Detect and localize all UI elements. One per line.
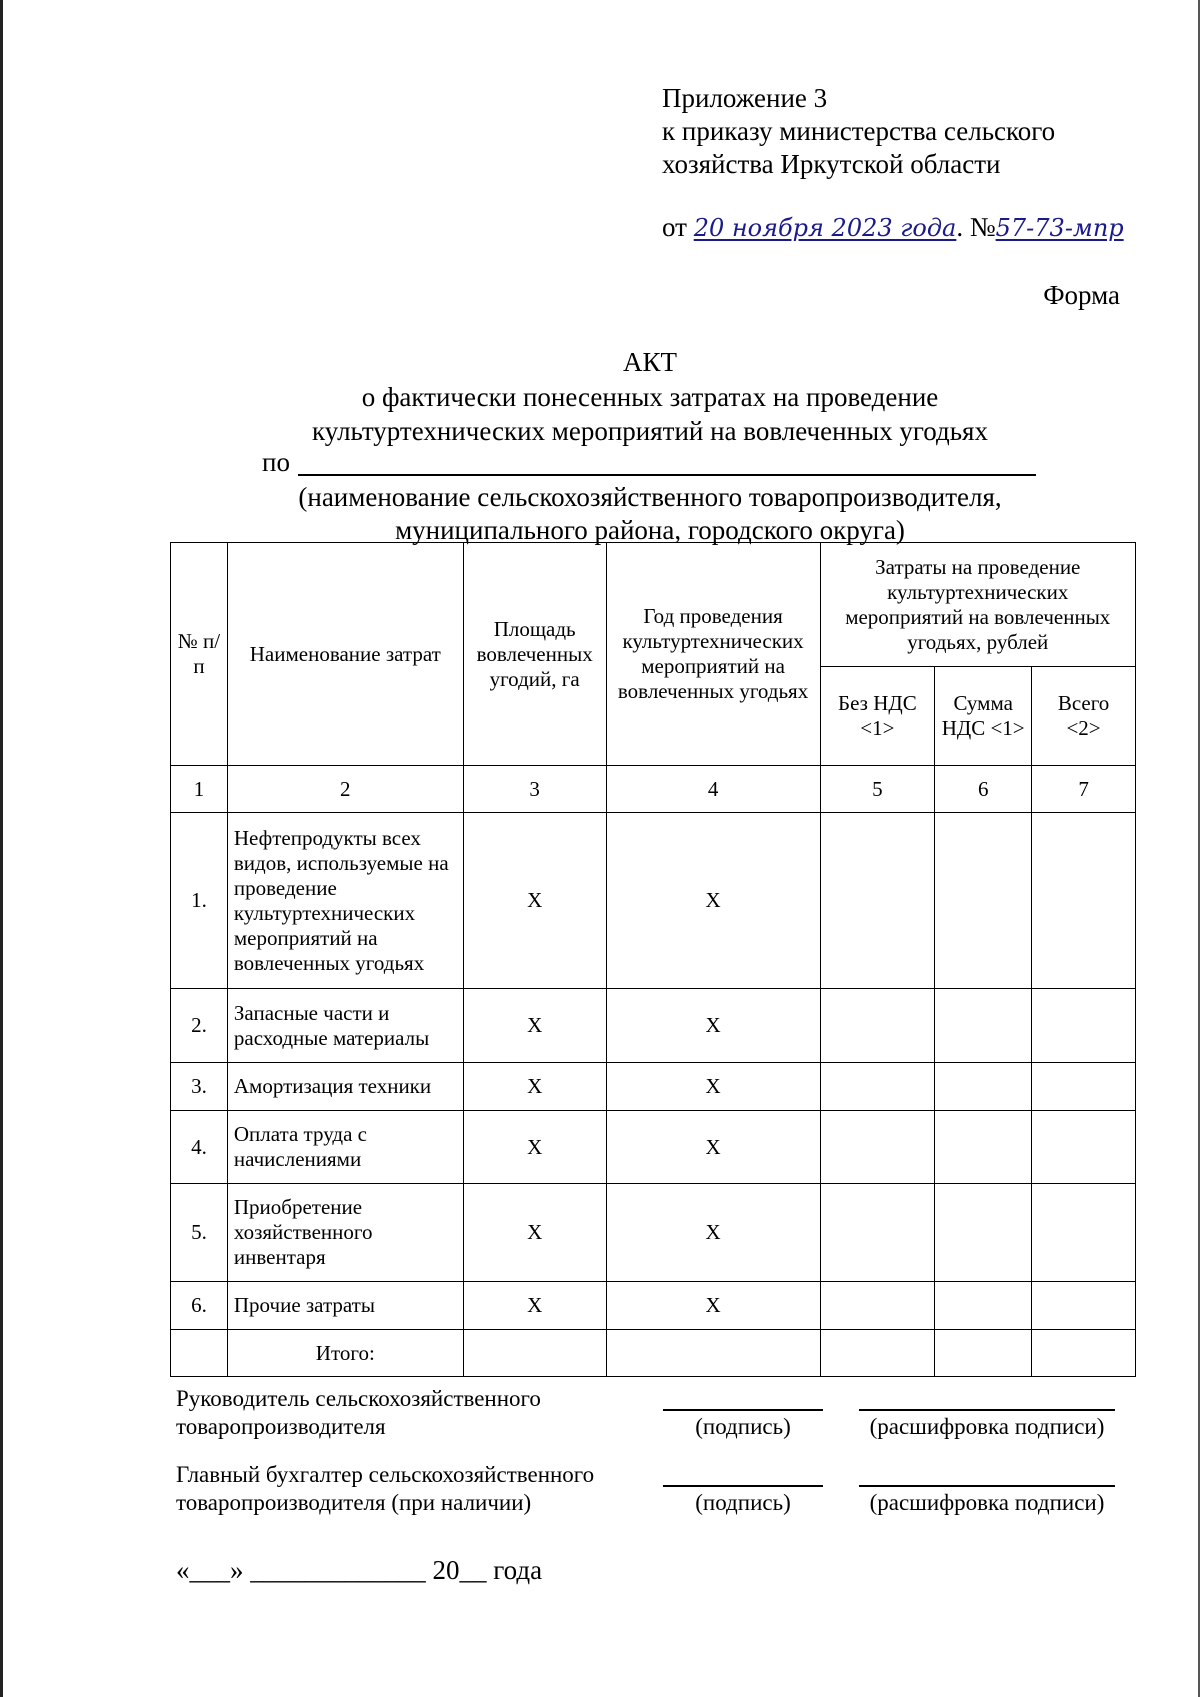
row-no-vat-cell[interactable] bbox=[820, 1111, 935, 1184]
row-year: X bbox=[606, 989, 820, 1063]
table-row bbox=[171, 1063, 1136, 1111]
signature-decode-blank[interactable] bbox=[859, 1409, 1115, 1411]
total-label: Итого: bbox=[227, 1330, 463, 1377]
producer-name-blank[interactable] bbox=[298, 474, 1036, 476]
table-row bbox=[171, 813, 1136, 989]
row-no-vat-cell[interactable] bbox=[820, 1063, 935, 1111]
signature-role-line-1: Главный бухгалтер сельскохозяйственного bbox=[176, 1462, 595, 1487]
row-no-vat-cell[interactable] bbox=[820, 1282, 935, 1330]
header-no-vat: Без НДС <1> bbox=[820, 667, 935, 766]
header-num: № п/п bbox=[171, 543, 228, 766]
signature-caption: (подпись) bbox=[695, 1490, 791, 1515]
row-name: Приобретение хозяйственного инвентаря bbox=[227, 1184, 463, 1282]
row-year: X bbox=[606, 1184, 820, 1282]
row-year: X bbox=[606, 1063, 820, 1111]
column-number-row bbox=[171, 766, 1136, 813]
row-total-cell[interactable] bbox=[1032, 1063, 1136, 1111]
order-number-prefix: № bbox=[969, 212, 996, 242]
row-no-vat-cell[interactable] bbox=[820, 1184, 935, 1282]
row-area: X bbox=[463, 1063, 606, 1111]
row-year: X bbox=[606, 1282, 820, 1330]
row-year: X bbox=[606, 813, 820, 989]
total-year-cell[interactable] bbox=[606, 1330, 820, 1377]
row-num: 4. bbox=[171, 1111, 228, 1184]
row-vat-cell[interactable] bbox=[935, 1282, 1032, 1330]
blank-caption-line-1: (наименование сельскохозяйственного товаропроизводителя, bbox=[298, 482, 1002, 512]
col-number: 3 bbox=[463, 766, 606, 813]
appendix-header bbox=[662, 82, 1055, 181]
table-row bbox=[171, 1184, 1136, 1282]
total-total-cell[interactable] bbox=[1032, 1330, 1136, 1377]
table-row bbox=[171, 1111, 1136, 1184]
row-num: 6. bbox=[171, 1282, 228, 1330]
appendix-line-2: к приказу министерства сельского bbox=[662, 116, 1056, 146]
order-prefix: от bbox=[662, 212, 687, 242]
signature-role-line-2: товаропроизводителя bbox=[176, 1414, 386, 1439]
row-total-cell[interactable] bbox=[1032, 1184, 1136, 1282]
appendix-line-3: хозяйства Иркутской области bbox=[662, 149, 1001, 179]
signature-decode-blank[interactable] bbox=[859, 1485, 1115, 1487]
signature-block-head bbox=[176, 1385, 1146, 1455]
col-number: 2 bbox=[227, 766, 463, 813]
col-number: 1 bbox=[171, 766, 228, 813]
row-name: Прочие затраты bbox=[227, 1282, 463, 1330]
order-date-handwritten: 20 ноября 2023 года bbox=[693, 214, 957, 242]
header-name: Наименование затрат bbox=[227, 543, 463, 766]
signature-role bbox=[176, 1461, 646, 1517]
document-subtitle-line-1: о фактически понесенных затратах на проведение bbox=[361, 382, 939, 412]
col-number: 6 bbox=[935, 766, 1032, 813]
row-vat-cell[interactable] bbox=[935, 1111, 1032, 1184]
row-name: Нефтепродукты всех видов, используемые на проведение культуртехнических мероприятий на вовлеченных угодьях bbox=[227, 813, 463, 989]
po-label: по bbox=[262, 447, 290, 477]
total-no-vat-cell[interactable] bbox=[820, 1330, 935, 1377]
row-total-cell[interactable] bbox=[1032, 1282, 1136, 1330]
col-number: 7 bbox=[1032, 766, 1136, 813]
total-row bbox=[171, 1330, 1136, 1377]
row-area: X bbox=[463, 1184, 606, 1282]
signature-role bbox=[176, 1385, 646, 1441]
col-number: 5 bbox=[820, 766, 935, 813]
row-area: X bbox=[463, 1111, 606, 1184]
row-vat-cell[interactable] bbox=[935, 989, 1032, 1063]
costs-table bbox=[170, 542, 1136, 1377]
row-num: 1. bbox=[171, 813, 228, 989]
table-row bbox=[171, 1282, 1136, 1330]
row-vat-cell[interactable] bbox=[935, 1184, 1032, 1282]
total-vat-cell[interactable] bbox=[935, 1330, 1032, 1377]
signature-decode-caption: (расшифровка подписи) bbox=[869, 1414, 1105, 1439]
header-costs-group: Затраты на проведение культуртехнических мероприятий на вовлеченных угодьях, рублей bbox=[820, 543, 1135, 667]
total-num-cell bbox=[171, 1330, 228, 1377]
form-label: Форма bbox=[1043, 280, 1120, 310]
row-name: Запасные части и расходные материалы bbox=[227, 989, 463, 1063]
row-total-cell[interactable] bbox=[1032, 1111, 1136, 1184]
row-num: 3. bbox=[171, 1063, 228, 1111]
row-num: 5. bbox=[171, 1184, 228, 1282]
total-area-cell[interactable] bbox=[463, 1330, 606, 1377]
row-area: X bbox=[463, 1282, 606, 1330]
page-left-edge bbox=[0, 0, 3, 1697]
signature-blank[interactable] bbox=[663, 1485, 823, 1487]
col-number: 4 bbox=[606, 766, 820, 813]
date-line[interactable]: «___» _____________ 20__ года bbox=[176, 1555, 543, 1585]
row-name: Оплата труда с начислениями bbox=[227, 1111, 463, 1184]
row-vat-cell[interactable] bbox=[935, 1063, 1032, 1111]
signature-block-accountant bbox=[176, 1461, 1146, 1531]
row-total-cell[interactable] bbox=[1032, 813, 1136, 989]
row-total-cell[interactable] bbox=[1032, 989, 1136, 1063]
signature-caption: (подпись) bbox=[695, 1414, 791, 1439]
row-area: X bbox=[463, 989, 606, 1063]
document-title: АКТ bbox=[623, 347, 677, 377]
signature-role-line-1: Руководитель сельскохозяйственного bbox=[176, 1386, 541, 1411]
row-vat-cell[interactable] bbox=[935, 813, 1032, 989]
table-row bbox=[171, 989, 1136, 1063]
row-num: 2. bbox=[171, 989, 228, 1063]
header-year: Год проведения культуртехнических мероприятий на вовлеченных угодьях bbox=[606, 543, 820, 766]
appendix-line-1: Приложение 3 bbox=[662, 83, 828, 113]
row-no-vat-cell[interactable] bbox=[820, 813, 935, 989]
signature-role-line-2: товаропроизводителя (при наличии) bbox=[176, 1490, 532, 1515]
signature-decode-caption: (расшифровка подписи) bbox=[869, 1490, 1105, 1515]
header-vat: Сумма НДС <1> bbox=[935, 667, 1032, 766]
header-area: Площадь вовлеченных угодий, га bbox=[463, 543, 606, 766]
blank-caption-line-2: муниципального района, городского округа) bbox=[395, 515, 905, 545]
row-year: X bbox=[606, 1111, 820, 1184]
signature-blank[interactable] bbox=[663, 1409, 823, 1411]
header-total: Всего <2> bbox=[1032, 667, 1136, 766]
order-number-handwritten: 57-73-мпр bbox=[995, 214, 1124, 242]
order-reference: от 20 ноября 2023 года. №57-73-мпр bbox=[662, 212, 1124, 242]
row-name: Амортизация техники bbox=[227, 1063, 463, 1111]
row-area: X bbox=[463, 813, 606, 989]
row-no-vat-cell[interactable] bbox=[820, 989, 935, 1063]
document-subtitle-line-2: культуртехнических мероприятий на вовлеченных угодьях bbox=[312, 416, 988, 446]
